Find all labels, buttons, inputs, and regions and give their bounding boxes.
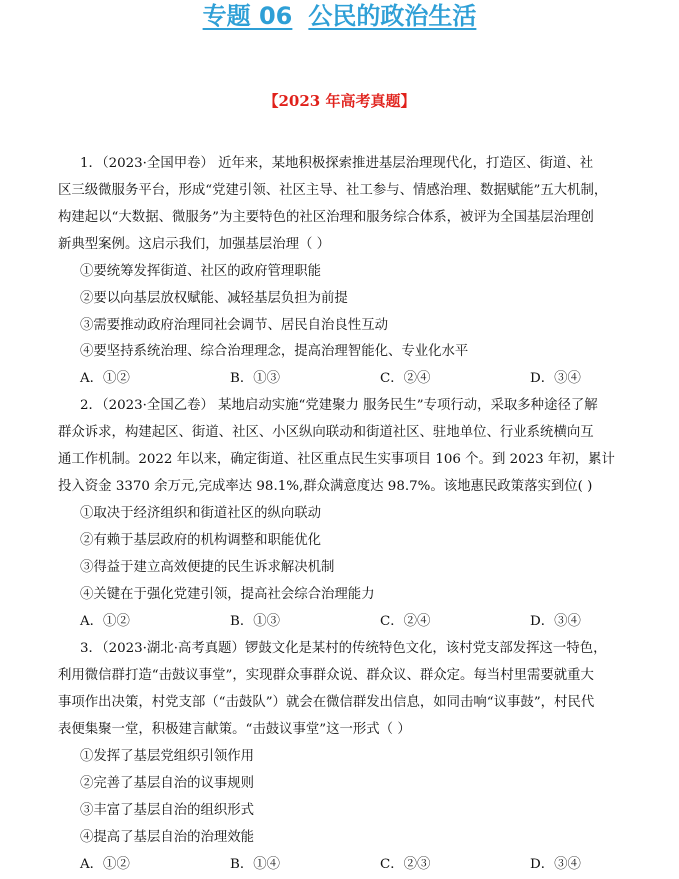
option-a: A．①② [80, 371, 130, 386]
option-c: C．②③ [380, 857, 431, 872]
statement: ④关键在于强化党建引领，提高社会综合治理能力 [80, 587, 375, 602]
statement: ③丰富了基层自治的组织形式 [80, 803, 255, 818]
question-text-line: 通工作机制。2022 年以来，确定街道、社区重点民生实事项目 106 个。到 2023 年初，累计 [58, 452, 615, 467]
option-b: B．①③ [230, 614, 281, 629]
option-b: B．①④ [230, 857, 281, 872]
option-d: D．③④ [530, 614, 581, 629]
question-text-line: 1．（2023·全国甲卷） 近年来，某地积极探索推进基层治理现代化，打造区、街道、社 [80, 156, 594, 171]
statement: ②要以向基层放权赋能、减轻基层负担为前提 [80, 291, 348, 306]
question-text-line: 新典型案例。这启示我们，加强基层治理（ ） [58, 237, 331, 252]
option-d: D．③④ [530, 371, 581, 386]
page-title: 专题 06 公民的政治生活 [202, 2, 477, 30]
question-text-line: 2．（2023·全国乙卷） 某地启动实施“党建聚力 服务民生”专项行动，采取多种途径了解 [80, 398, 598, 413]
question-text-line: 投入资金 3370 余万元,完成率达 98.1%,群众满意度达 98.7%。该地惠民政策落实到位( ) [58, 479, 593, 494]
question-text-line: 构建起以“大数据、微服务”为主要特色的社区治理和服务综合体系，被评为全国基层治理创 [58, 210, 594, 225]
statement: ②完善了基层自治的议事规则 [80, 776, 255, 791]
statement: ①取决于经济组织和街道社区的纵向联动 [80, 506, 322, 521]
option-d: D．③④ [530, 857, 581, 872]
statement: ④提高了基层自治的治理效能 [80, 830, 255, 845]
option-a: A．①② [80, 614, 130, 629]
statement: ①要统筹发挥街道、社区的政府管理职能 [80, 264, 322, 279]
statement: ③需要推动政府治理同社会调节、居民自治良性互动 [80, 318, 388, 333]
statement: ④要坚持系统治理、综合治理理念，提高治理智能化、专业化水平 [80, 344, 469, 359]
option-b: B．①③ [230, 371, 281, 386]
option-c: C．②④ [380, 614, 431, 629]
statement: ①发挥了基层党组织引领作用 [80, 749, 255, 764]
statement: ③得益于建立高效便捷的民生诉求解决机制 [80, 560, 335, 575]
option-a: A．①② [80, 857, 130, 872]
section-heading: 【2023 年高考真题】 [263, 92, 416, 110]
question-text-line: 表便集聚一堂，积极建言献策。“击鼓议事堂”这一形式（ ） [58, 722, 411, 737]
question-text-line: 区三级微服务平台，形成“党建引领、社区主导、社工参与、情感治理、数据赋能”五大机制， [58, 183, 608, 198]
question-text-line: 群众诉求，构建起区、街道、社区、小区纵向联动和街道社区、驻地单位、行业系统横向互 [58, 425, 594, 440]
statement: ②有赖于基层政府的机构调整和职能优化 [80, 533, 322, 548]
option-c: C．②④ [380, 371, 431, 386]
question-text-line: 利用微信群打造“击鼓议事堂”，实现群众事群众说、群众议、群众定。每当村里需要就重大 [58, 668, 594, 683]
question-text-line: 3．（2023·湖北·高考真题）锣鼓文化是某村的传统特色文化，该村党支部发挥这一特色， [80, 641, 607, 656]
question-text-line: 事项作出决策，村党支部（“击鼓队”）就会在微信群发出信息，如同击响“议事鼓”，村民代 [58, 695, 595, 710]
